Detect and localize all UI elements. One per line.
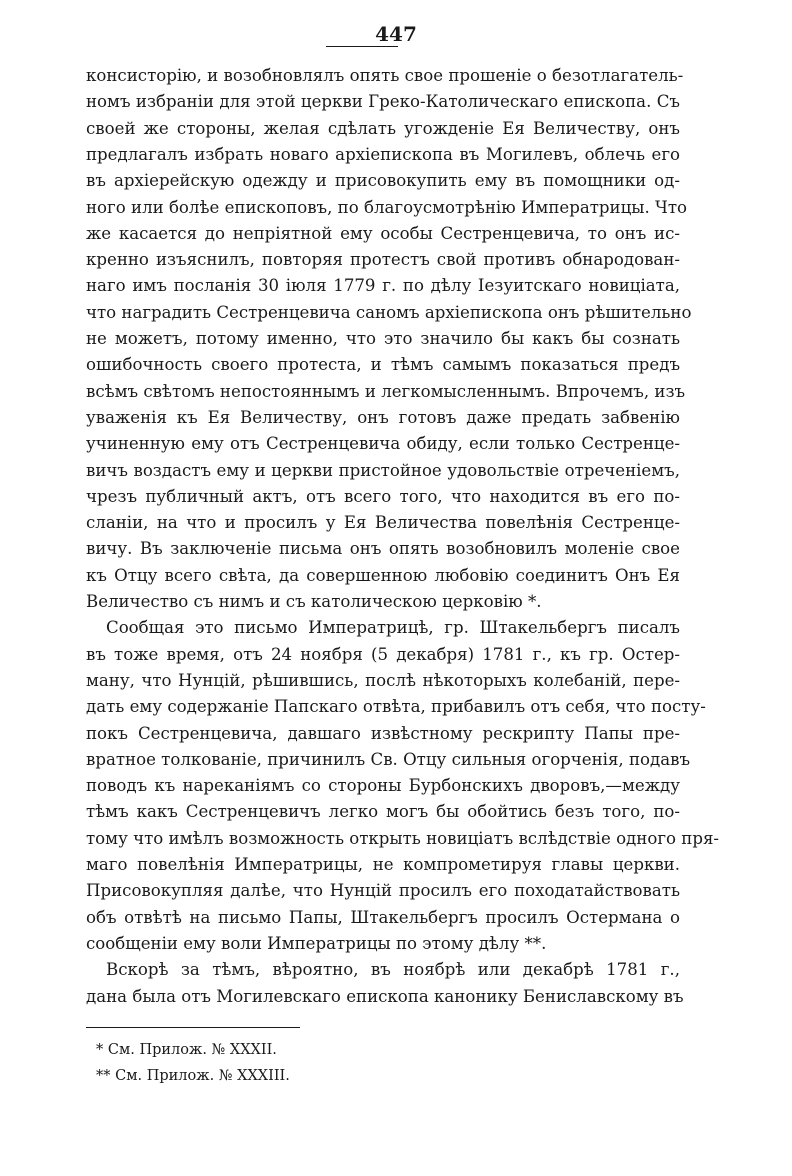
text-line: Величество съ нимъ и съ католическою церковію *. bbox=[86, 592, 542, 611]
text-line: кренно изъяснилъ, повторяя протестъ свой противъ обнародован- bbox=[86, 250, 680, 270]
footnote: * См. Прилож. № XXXII. bbox=[96, 1042, 277, 1058]
header-rule bbox=[326, 46, 398, 47]
text-line: въ тоже время, отъ 24 ноября (5 декабря) 1781 г., къ гр. Остер- bbox=[86, 644, 680, 664]
text-line: наго имъ посланія 30 іюля 1779 г. по дѣлу Іезуитскаго новиціата, bbox=[86, 276, 680, 296]
text-line: вратное толкованіе, причинилъ Св. Отцу сильныя огорченія, подавъ bbox=[86, 749, 691, 769]
text-line: что наградить Сестренцевича саномъ архіепископа онъ рѣшительно bbox=[86, 302, 692, 322]
text-line: тому что имѣлъ возможность открыть новиціатъ вслѣдствіе одного пря- bbox=[86, 828, 720, 848]
text-line: вичу. Въ заключеніе письма онъ опять возобновилъ моленіе свое bbox=[86, 539, 680, 559]
text-line: предлагалъ избрать новаго архіепископа въ Могилевъ, облечь его bbox=[86, 144, 680, 164]
text-line: дать ему содержаніе Папскаго отвѣта, прибавилъ отъ себя, что посту- bbox=[86, 697, 706, 717]
footnote: ** См. Прилож. № XXXIII. bbox=[96, 1068, 290, 1084]
text-line: ного или болѣе епископовъ, по благоусмотрѣнію Императрицы. Что bbox=[86, 197, 688, 217]
text-line: учиненную ему отъ Сестренцевича обиду, если только Сестренце- bbox=[86, 434, 680, 454]
text-line: чрезъ публичный актъ, отъ всего того, что находится въ его по- bbox=[86, 486, 680, 506]
text-line: покъ Сестренцевича, давшаго извѣстному рескрипту Папы пре- bbox=[86, 723, 680, 743]
text-line: сланіи, на что и просилъ у Ея Величества повелѣнія Сестренце- bbox=[86, 513, 680, 533]
text-line: сообщеніи ему воли Императрицы по этому дѣлу **. bbox=[86, 933, 547, 953]
footnote-rule bbox=[86, 1027, 300, 1028]
text-line: номъ избраніи для этой церкви Греко-Католическаго епископа. Съ bbox=[86, 92, 680, 112]
page-number: 447 bbox=[375, 22, 417, 46]
text-line: своей же стороны, желая сдѣлать угожденіе Ея Величеству, онъ bbox=[86, 118, 680, 138]
text-line: вичъ воздастъ ему и церкви пристойное удовольствіе отреченіемъ, bbox=[86, 460, 680, 480]
text-line: маго повелѣнія Императрицы, не компрометируя главы церкви. bbox=[86, 855, 680, 874]
text-line: въ архіерейскую одежду и присовокупить ему въ помощники од- bbox=[86, 171, 680, 191]
text-line: тѣмъ какъ Сестренцевичъ легко могъ бы обойтись безъ того, по- bbox=[86, 802, 680, 822]
text-line: уваженія къ Ея Величеству, онъ готовъ даже предать забвенію bbox=[86, 407, 680, 427]
text-line: не можетъ, потому именно, что это значило бы какъ бы сознать bbox=[86, 329, 680, 348]
text-line: Присовокупляя далѣе, что Нунцій просилъ его походатайствовать bbox=[86, 881, 680, 901]
text-line: всѣмъ свѣтомъ непостояннымъ и легкомысленнымъ. Впрочемъ, изъ bbox=[86, 381, 686, 401]
text-line: ману, что Нунцій, рѣшившись, послѣ нѣкоторыхъ колебаній, пере- bbox=[86, 670, 680, 690]
text-line: Вскорѣ за тѣмъ, вѣроятно, въ ноябрѣ или декабрѣ 1781 г., bbox=[106, 960, 680, 980]
text-line: консисторію, и возобновлялъ опять свое прошеніе о безотлагатель- bbox=[86, 66, 684, 85]
text-line: Сообщая это письмо Императрицѣ, гр. Штакельбергъ писалъ bbox=[106, 618, 680, 638]
text-line: же касается до непріятной ему особы Сестренцевича, то онъ ис- bbox=[86, 223, 680, 243]
text-line: къ Отцу всего свѣта, да совершенною любовію соединитъ Онъ Ея bbox=[86, 565, 680, 585]
text-line: дана была отъ Могилевскаго епископа канонику Бениславскому въ bbox=[86, 986, 684, 1006]
text-line: поводъ къ нареканіямъ со стороны Бурбонскихъ дворовъ,—между bbox=[86, 776, 680, 796]
text-line: ошибочность своего протеста, и тѣмъ самымъ показаться предъ bbox=[86, 355, 680, 375]
text-line: объ отвѣтѣ на письмо Папы, Штакельбергъ просилъ Остермана о bbox=[86, 907, 680, 927]
